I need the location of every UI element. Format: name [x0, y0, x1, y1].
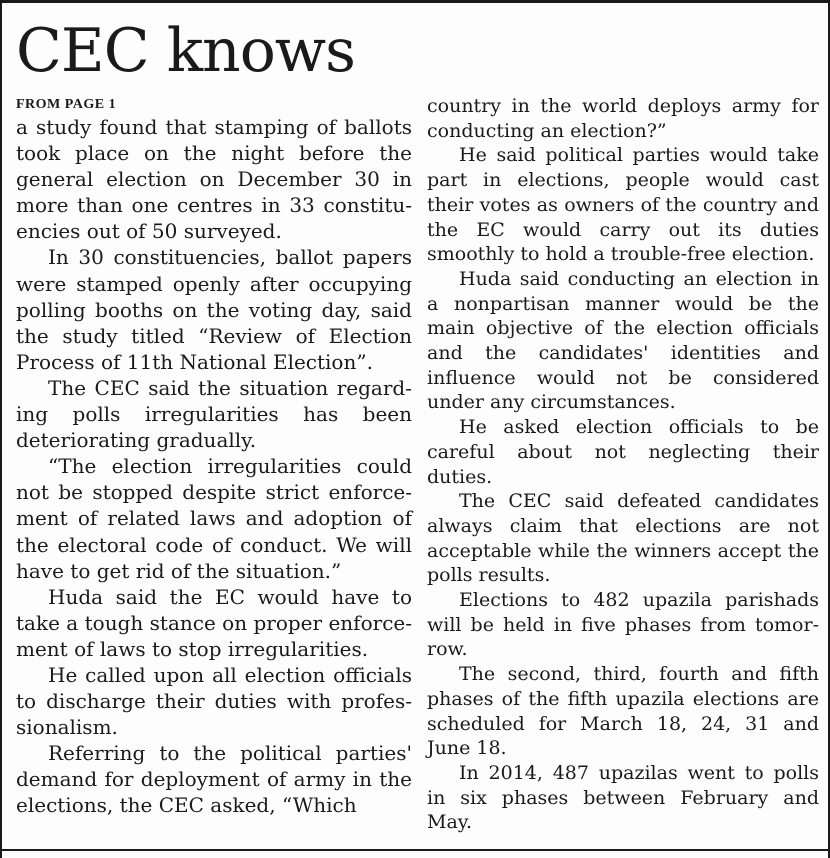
kicker: FROM PAGE 1 — [16, 97, 117, 112]
paragraph: “The election irregularities could not be stopped despite strict enforcement of related laws and adoption of the electoral code of conduct. We will have to get rid of the situation.” — [16, 454, 412, 583]
column-right — [427, 94, 819, 835]
paragraph: In 2014, 487 upazilas went to polls in six phases between February and May. — [427, 761, 819, 834]
paragraph: a study found that stamping of ballots took place on the night before the general election on December 30 in more than one centres in 33 constituencies out of 50 surveyed. — [16, 115, 412, 244]
column-left — [16, 94, 412, 819]
paragraph: Referring to the political parties' demand for deployment of army in the elections, the CEC asked, “Which — [16, 741, 412, 818]
paragraph: country in the world deploys army for conducting an election?” — [427, 95, 819, 142]
paragraph: The CEC said defeated candidates always claim that elections are not acceptable while the winners accept the polls results. — [427, 490, 819, 587]
paragraph: Huda said conducting an election in a nonpartisan manner would be the main objective of the election officials and the candidates' identities and influence would not be considered under any circumstances. — [427, 267, 819, 414]
paragraph: In 30 constituencies, ballot papers were stamped openly after occupying polling booths on the voting day, said the study titled “Review of Election Process of 11th National Election”. — [16, 245, 412, 374]
bottom-rule — [2, 849, 830, 851]
headline: CEC knows — [16, 16, 355, 86]
paragraph: Elections to 482 upazila parishads will be held in five phases from tomorrow. — [427, 589, 819, 661]
paragraph: The second, third, fourth and fifth phases of the fifth upazila elections are scheduled for March 18, 24, 31 and June 18. — [427, 663, 819, 760]
paragraph: The CEC said the situation regarding polls irregularities has been deteriorating gradually. — [16, 375, 412, 453]
paragraph: He said political parties would take part in elections, people would cast their votes as owners of the country and the EC would carry out its duties smoothly to hold a trouble-free election. — [427, 144, 819, 266]
paragraph: He asked election officials to be careful about not neglecting their duties. — [427, 416, 819, 488]
paragraph: Huda said the EC would have to take a tough stance on proper enforcement of laws to stop irregularities. — [16, 584, 412, 661]
paragraph: He called upon all election officials to discharge their duties with professionalism. — [16, 662, 412, 740]
